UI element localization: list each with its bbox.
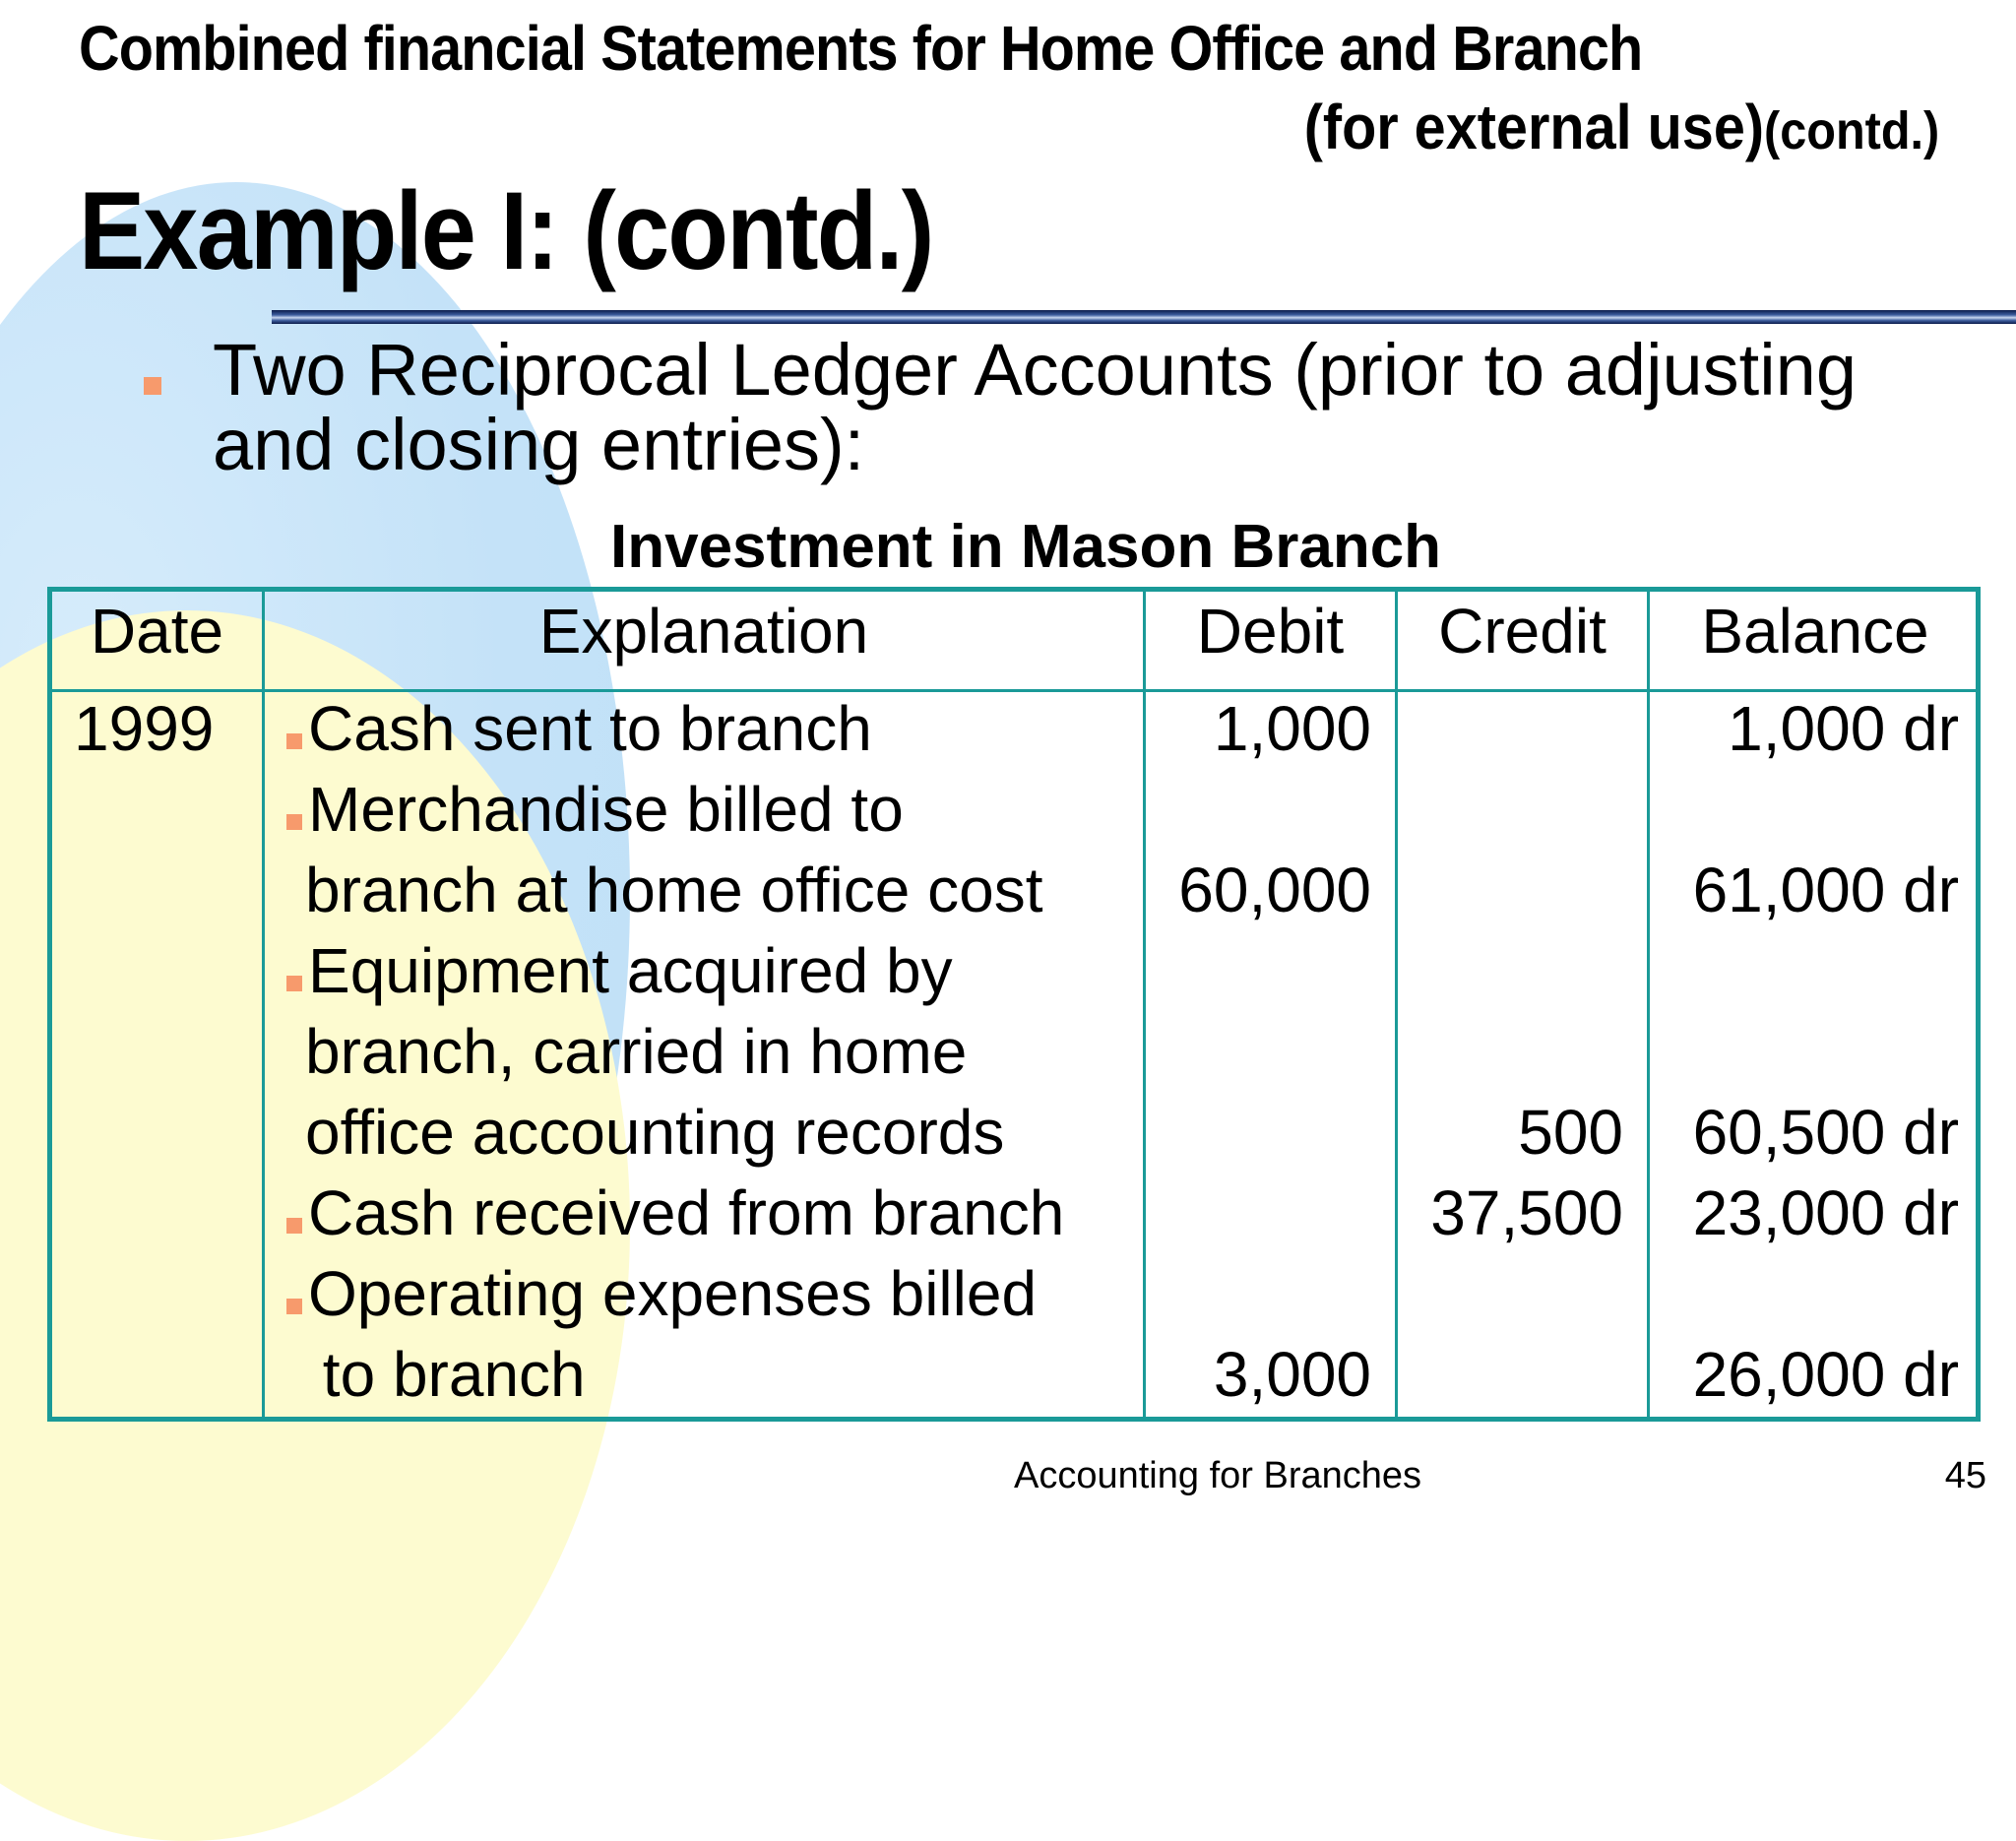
cell-debit: 3,000: [1213, 1339, 1371, 1410]
ledger-title: Investment in Mason Branch: [610, 513, 1442, 581]
page-number: 45: [1944, 1455, 1986, 1496]
header-credit: Credit: [1438, 596, 1606, 667]
cell-credit: 37,500: [1430, 1177, 1623, 1248]
cell-balance: 1,000 dr: [1728, 693, 1959, 764]
header-explanation: Explanation: [538, 596, 869, 667]
slide-subtitle-line2: [1304, 91, 1939, 163]
slide-title: Example I: (contd.): [79, 169, 933, 292]
explanation-line: branch, carried in home: [305, 1016, 968, 1087]
bullet-square-icon: [286, 1299, 302, 1314]
bullet-square-icon: [286, 1218, 302, 1234]
explanation-line: office accounting records: [305, 1097, 1005, 1168]
ledger-table: [47, 587, 1981, 1422]
column-divider: [1395, 592, 1398, 1417]
bullet-square-icon: [144, 377, 161, 395]
slide-footer: Accounting for Branches: [1014, 1455, 1422, 1496]
cell-debit: 1,000: [1213, 693, 1371, 764]
cell-year: 1999: [74, 693, 215, 764]
bullet-square-icon: [286, 733, 302, 749]
cell-debit: 60,000: [1178, 855, 1371, 925]
bullet-square-icon: [286, 976, 302, 991]
explanation-line: to branch: [305, 1339, 586, 1410]
cell-balance: 23,000 dr: [1692, 1177, 1959, 1248]
column-divider: [262, 592, 265, 1417]
slide-subtitle-line1: Combined financial Statements for Home Office and Branch: [79, 13, 1643, 84]
explanation-line: branch at home office cost: [305, 855, 1043, 925]
cell-balance: 60,500 dr: [1692, 1097, 1959, 1168]
header-date: Date: [90, 596, 224, 667]
cell-credit: 500: [1518, 1097, 1623, 1168]
explanation-line: Operating expenses billed: [286, 1253, 1037, 1334]
explanation-line: Equipment acquired by: [286, 930, 953, 1011]
bullet-text: Two Reciprocal Ledger Accounts (prior to adjusting and closing entries):: [213, 329, 1857, 485]
explanation-line: Merchandise billed to: [286, 769, 904, 850]
explanation-line: Cash sent to branch: [286, 688, 872, 769]
cell-balance: 61,000 dr: [1692, 855, 1959, 925]
explanation-line: Cash received from branch: [286, 1173, 1064, 1253]
bullet-square-icon: [286, 814, 302, 830]
subtitle-external-use: (for external use): [1303, 92, 1764, 162]
cell-balance: 26,000 dr: [1692, 1339, 1959, 1410]
subtitle-contd: (contd.): [1763, 101, 1939, 160]
header-debit: Debit: [1196, 596, 1345, 667]
header-balance: Balance: [1701, 596, 1929, 667]
title-divider: [272, 310, 2016, 324]
